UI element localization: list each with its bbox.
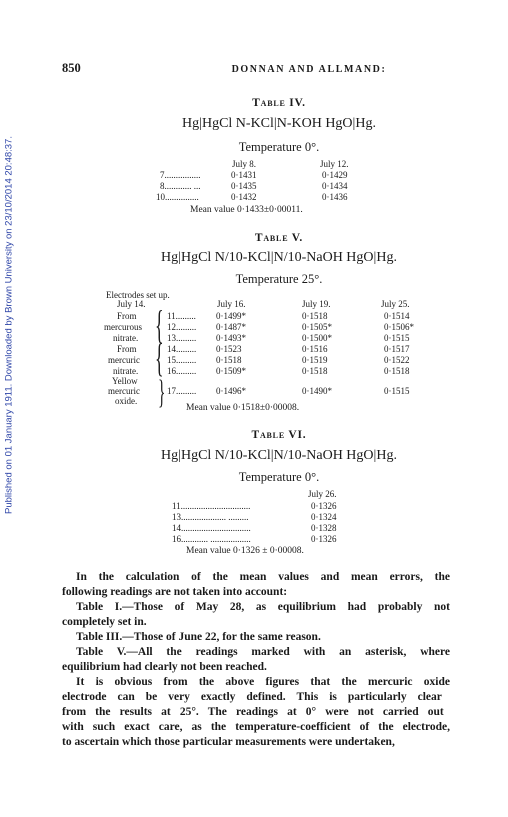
- table5-cell-value: 0·1505*: [302, 322, 332, 332]
- table4-cell-value: 0·1436: [322, 192, 348, 202]
- table4-cell-value: 0·1434: [322, 181, 348, 191]
- table5-group-label: nitrate.: [113, 333, 139, 343]
- body-line: completely set in.: [62, 616, 147, 628]
- table4-cell: Hg|HgCl N-KCl|N-KOH HgO|Hg.: [182, 116, 376, 131]
- table5-side-header: Electrodes set up.: [106, 290, 170, 300]
- table5-cell-value: 0·1490*: [302, 386, 332, 396]
- table5-cell-value: 0·1499*: [216, 311, 246, 321]
- body-line: with such exact care, as the temperature-coefficient of the electrode,: [62, 721, 450, 733]
- table5-cell-value: 0·1515: [384, 333, 410, 343]
- table5-group-label: Yellow: [112, 376, 138, 386]
- table5-cell-value: 0·1519: [302, 355, 328, 365]
- table6-row-label: 16............ ..................: [172, 534, 251, 544]
- table5-mean: Mean value 0·1518±0·00008.: [186, 403, 300, 413]
- body-line: to ascertain which those particular measurements were undertaken,: [62, 736, 395, 748]
- body-line: following readings are not taken into account:: [62, 586, 288, 598]
- brace-glyph: {: [155, 302, 164, 347]
- table5-cell-value: 0·1522: [384, 355, 410, 365]
- table5-cell-value: 0·1514: [384, 311, 410, 321]
- table5-col-header: July 19.: [302, 299, 331, 309]
- table5-cell-value: 0·1500*: [302, 333, 332, 343]
- table6-mean: Mean value 0·1326 ± 0·00008.: [186, 546, 304, 556]
- table4-row-label: 10...............: [156, 192, 199, 202]
- table5-cell-value: 0·1487*: [216, 322, 246, 332]
- table4-row-label: 8............ ...: [160, 181, 201, 191]
- table6-cell-value: 0·1324: [311, 512, 337, 522]
- body-line: It is obvious from the above figures that the mercuric oxide: [76, 676, 450, 688]
- download-stamp: [1, 130, 17, 520]
- table5-row-label: 15.........: [167, 355, 197, 365]
- table4-cell-value: 0·1432: [231, 192, 257, 202]
- table5-row-label: 11.........: [167, 311, 196, 321]
- table4-col-header: July 12.: [320, 159, 349, 169]
- body-line: from the results at 25°. The readings at 0° were not carried out: [62, 706, 444, 718]
- table5-row-label: 16.........: [167, 366, 197, 376]
- table5-row-label: 17.........: [167, 386, 197, 396]
- page-number: 850: [62, 61, 81, 75]
- table5-cell-value: 0·1523: [216, 344, 242, 354]
- table5-cell-value: 0·1518: [302, 311, 328, 321]
- table5-group-label: From: [117, 311, 137, 321]
- table4-row-label: 7................: [160, 170, 201, 180]
- table5-row-label: 12.........: [167, 322, 197, 332]
- table4-cell-value: 0·1435: [231, 181, 257, 191]
- table6-cell-value: 0·1328: [311, 523, 337, 533]
- table6-row-label: 13.................... .........: [172, 512, 249, 522]
- table5-group-label: mercurous: [104, 322, 142, 332]
- brace-glyph: }: [158, 374, 166, 411]
- table4-cell-value: 0·1431: [231, 170, 257, 180]
- table5-cell-value: 0·1506*: [384, 322, 414, 332]
- table5-col-header: July 25.: [381, 299, 410, 309]
- table5-caption: Table V.: [254, 232, 304, 244]
- table5-cell-value: 0·1496*: [216, 386, 246, 396]
- table5-group-label: mercuric: [108, 355, 140, 365]
- table4-caption: Table IV.: [252, 97, 306, 109]
- running-head: DONNAN AND ALLMAND:: [231, 64, 387, 75]
- table5-row-label: 14.........: [167, 344, 197, 354]
- table4-col-header: July 8.: [232, 159, 257, 169]
- table5-cell-value: 0·1518: [302, 366, 328, 376]
- table5-col-header: July 16.: [217, 299, 246, 309]
- body-line: Table V.—All the readings marked with an asterisk, where: [76, 646, 450, 658]
- table6-row-label: 11...............................: [172, 501, 251, 511]
- table4-temperature: Temperature 0°.: [238, 140, 320, 154]
- brace-glyph: {: [155, 335, 164, 380]
- table6-row-label: 14...............................: [172, 523, 251, 533]
- table5-cell-value: 0·1515: [384, 386, 410, 396]
- table5-temperature: Temperature 25°.: [235, 272, 323, 286]
- table6-cell-value: 0·1326: [311, 501, 337, 511]
- body-line: electrode can be very exactly defined. This is particularly clear: [62, 691, 442, 703]
- table5-cell-value: 0·1516: [302, 344, 328, 354]
- body-line: In the calculation of the mean values and mean errors, the: [76, 571, 450, 583]
- table4-mean: Mean value 0·1433±0·00011.: [190, 205, 303, 215]
- table6-cell-value: 0·1326: [311, 534, 337, 544]
- table6-col-header: July 26.: [308, 489, 337, 499]
- table5-cell-value: 0·1518: [384, 366, 410, 376]
- body-line: Table III.—Those of June 22, for the same reason.: [76, 631, 321, 643]
- body-line: Table I.—Those of May 28, as equilibrium had probably not: [76, 601, 450, 613]
- table5-row-label: 13.........: [167, 333, 197, 343]
- table5-cell-value: 0·1517: [384, 344, 410, 354]
- table6-temperature: Temperature 0°.: [238, 470, 320, 484]
- table4-cell-value: 0·1429: [322, 170, 348, 180]
- table6-caption: Table VI.: [251, 429, 307, 441]
- download-stamp-text: Published on 01 January 1911. Downloaded by Brown University on 23/10/2014 20:48:37.: [3, 136, 15, 514]
- table5-group-label: oxide.: [115, 396, 138, 406]
- table5-cell: Hg|HgCl N/10-KCl|N/10-NaOH HgO|Hg.: [161, 250, 397, 265]
- table5-group-label: mercuric: [108, 386, 140, 396]
- table5-group-label: nitrate.: [113, 366, 139, 376]
- body-line: equilibrium had clearly not been reached.: [62, 661, 267, 673]
- table5-cell-value: 0·1509*: [216, 366, 246, 376]
- table5-group-label: From: [117, 344, 137, 354]
- table5-cell-value: 0·1493*: [216, 333, 246, 343]
- table6-cell: Hg|HgCl N/10-KCl|N/10-NaOH HgO|Hg.: [161, 448, 397, 463]
- table5-cell-value: 0·1518: [216, 355, 242, 365]
- table5-side-header: July 14.: [117, 299, 146, 309]
